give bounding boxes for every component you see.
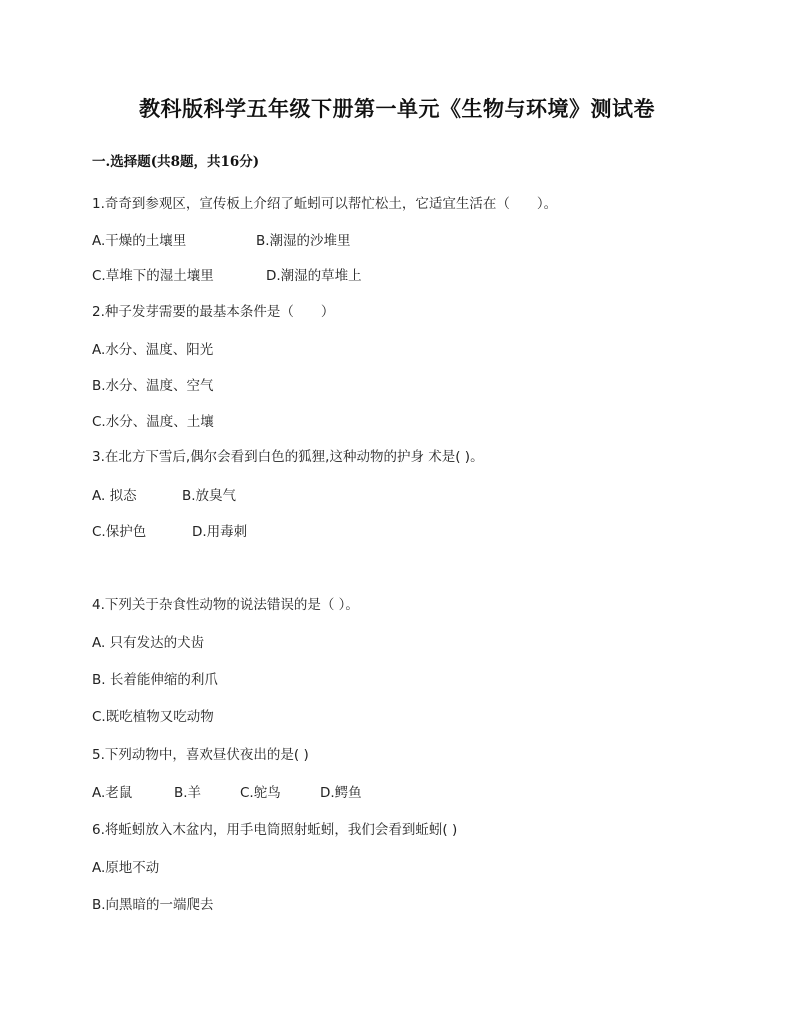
page-title: 教科版科学五年级下册第一单元《生物与环境》测试卷 (139, 96, 655, 121)
option-6a: A.原地不动 (92, 860, 160, 876)
option-5b: B.羊 (174, 785, 202, 801)
option-3d: D.用毒刺 (192, 524, 248, 540)
section-heading: 一.选择题(共8题，共16分) (92, 154, 260, 170)
question-1-options-row-1 (92, 229, 351, 249)
option-4c: C.既吃植物又吃动物 (92, 709, 214, 725)
option-3b: B.放臭气 (182, 488, 237, 504)
option-1b: B.潮湿的沙堆里 (256, 233, 351, 249)
option-3a: A. 拟态 (92, 488, 137, 504)
question-4-stem: 4.下列关于杂食性动物的说法错误的是（ ）。 (92, 597, 359, 613)
option-6b: B.向黑暗的一端爬去 (92, 897, 214, 913)
question-2-stem: 2.种子发芽需要的最基本条件是（ ） (92, 304, 335, 320)
option-4a: A. 只有发达的犬齿 (92, 635, 205, 651)
option-5d: D.鳄鱼 (320, 785, 362, 801)
option-1c: C.草堆下的湿土壤里 (92, 268, 214, 284)
question-6-stem: 6.将蚯蚓放入木盆内，用手电筒照射蚯蚓，我们会看到蚯蚓( ) (92, 822, 458, 838)
question-5-options-row (92, 781, 362, 801)
question-1-stem: 1.奇奇到参观区，宣传板上介绍了蚯蚓可以帮忙松土，它适宜生活在（ ）。 (92, 196, 558, 212)
option-2a: A.水分、温度、阳光 (92, 342, 214, 358)
question-5-stem: 5.下列动物中，喜欢昼伏夜出的是( ) (92, 747, 309, 763)
question-1-options-row-2 (92, 264, 362, 284)
option-1d: D.潮湿的草堆上 (266, 268, 362, 284)
option-5a: A.老鼠 (92, 785, 133, 801)
question-3-options-row-1 (92, 484, 236, 504)
option-3c: C.保护色 (92, 524, 147, 540)
question-3-stem: 3.在北方下雪后,偶尔会看到白色的狐狸,这种动物的护身 术是( )。 (92, 449, 484, 465)
option-1a: A.干燥的土壤里 (92, 233, 187, 249)
option-5c: C.鸵鸟 (240, 785, 281, 801)
option-2c: C.水分、温度、土壤 (92, 414, 214, 430)
option-4b: B. 长着能伸缩的利爪 (92, 672, 218, 688)
question-3-options-row-2 (92, 520, 247, 540)
option-2b: B.水分、温度、空气 (92, 378, 214, 394)
